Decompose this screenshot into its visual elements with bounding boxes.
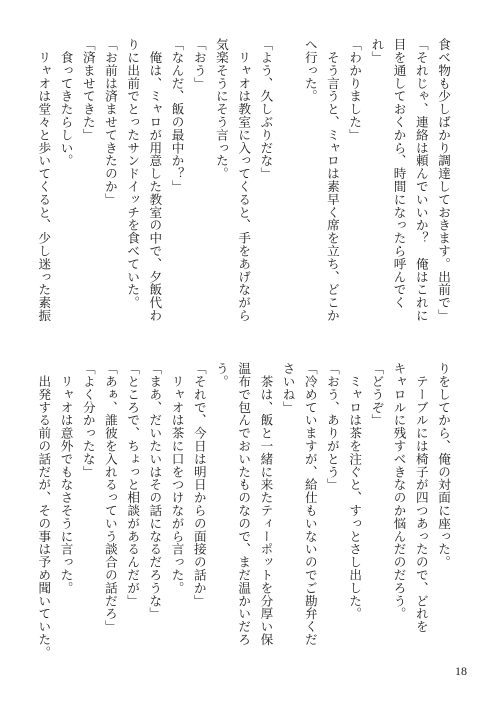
text-line: 「よう、久しぶりだな」 [258,38,274,180]
text-line: 目を通しておくから、時間になったら呼んでく [391,38,407,309]
text-line: そう言うと、ミャロは素早く席を立ち、どこか [324,38,340,322]
text-line: 「おう、ありがとう」 [324,362,340,491]
text-line: 「どうぞ」 [369,362,385,427]
text-line: リャオは茶に口をつけながら言った。 [169,362,185,595]
text-line: 出発する前の話だが、その事は予め聞いていた。 [36,362,52,659]
text-line: りをしてから、俺の対面に座った。 [436,362,451,569]
text-line: う。 [213,362,229,388]
text-line: テーブルには椅子が四つあったので、どれを [413,362,429,633]
text-line: リャオは教室に入ってくると、手をあげながら [236,38,252,322]
text-line: りに出前でとったサンドイッチを食べていた。 [125,38,141,309]
text-line: 食べ物も少しばかり調達しておきます。出前で」 [436,38,451,322]
text-line: 「それで、今日は明日からの面接の話か」 [191,362,207,608]
text-block-bottom [36,362,454,659]
text-line: ミャロは茶を注ぐと、すっとさし出した。 [347,362,363,620]
text-line: キャロルに残すべきなのか悩んだのだろう。 [391,362,407,620]
text-line: リャオは堂々と歩いてくると、少し迷った素振 [36,38,52,322]
text-line: 「済ませてきた」 [80,38,96,142]
text-line: 気楽そうにそう言った。 [213,38,229,180]
text-line: 「お前は済ませてきたのか」 [102,38,118,206]
text-line [276,38,298,328]
text-line: 「あぁ、誰彼を入れるっていう談合の話だろ」 [102,362,118,633]
text-line: 温布で包んでおいたものなので、まだ温かいだろ [236,362,252,646]
text-line: 食ってきたらしい。 [58,38,74,167]
text-line: さいね」 [280,362,296,414]
text-line: リャオは意外でもなさそうに言った。 [58,362,74,595]
text-line: 「なんだ、飯の最中か？」 [169,38,185,193]
text-line: 「ところで、ちょっと相談があるんだが」 [125,362,141,608]
text-line: 「おう」 [191,38,207,90]
text-line: 「それじゃ、連絡は頼んでいいか？ 俺はこれに [413,38,429,322]
text-line: 俺は、ミャロが用意した教室の中で、夕飯代わ [147,38,163,322]
text-line: 「よく分かったな」 [80,362,96,479]
text-line: 「まあ、だいたいはその話になるだろうな」 [147,362,163,620]
text-block-top [36,38,454,328]
text-line: 「冷めていますが、給仕もいないのでご勘弁くだ [302,362,318,646]
text-line: へ行った。 [302,38,318,103]
page-number: 18 [455,664,467,678]
text-line: れ」 [369,38,385,64]
text-line: 「わかりました」 [347,38,363,142]
text-line: 茶は、飯と一緒に来たティーポットを分厚い保 [258,362,274,646]
